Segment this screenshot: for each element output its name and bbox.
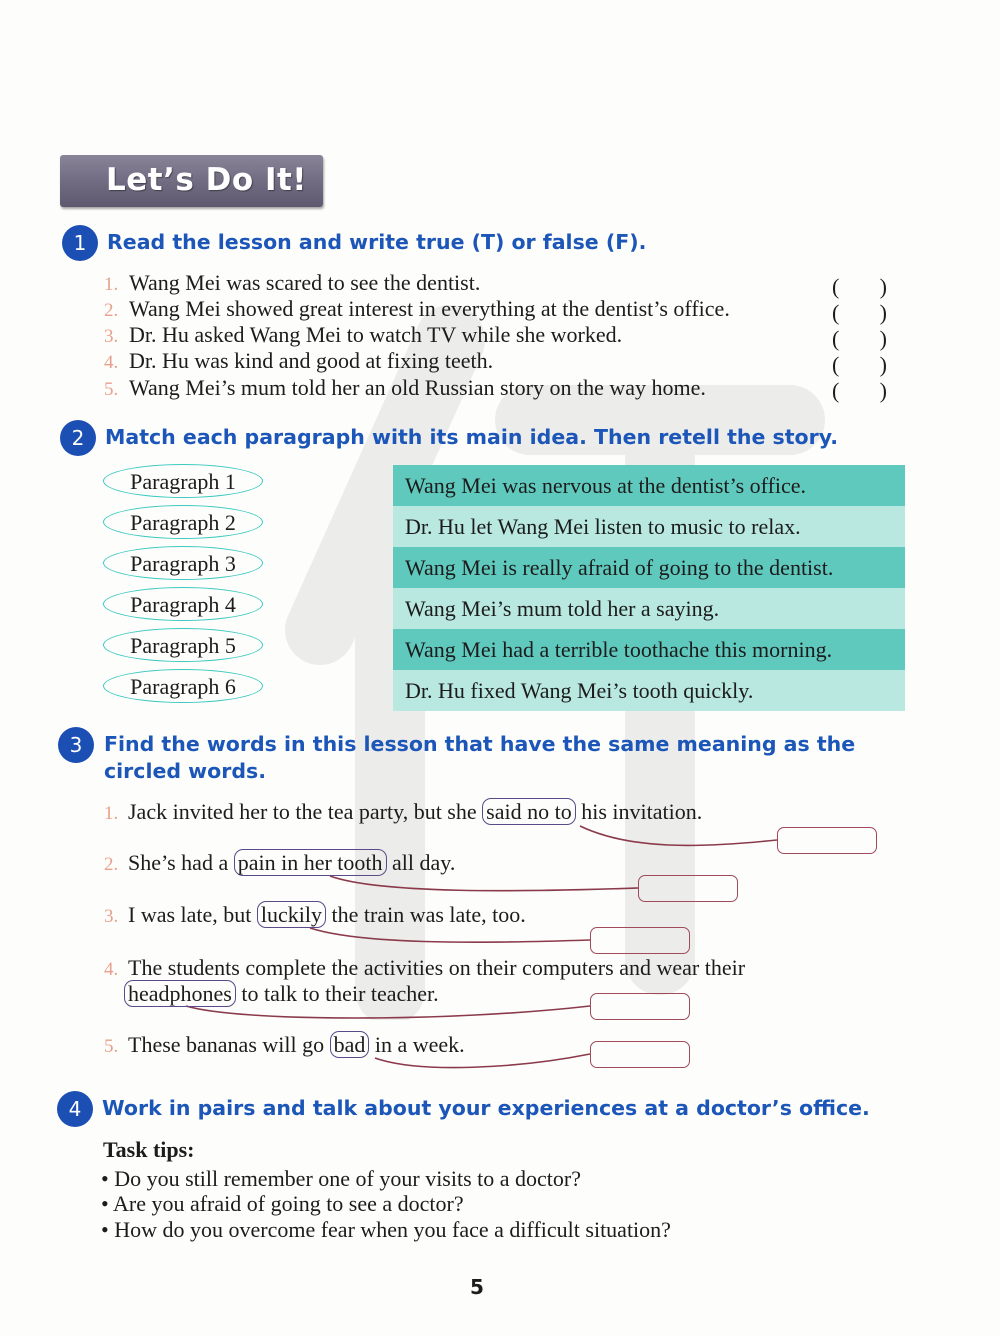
circled-word-2: pain in her tooth	[234, 849, 387, 876]
paragraph-2-label[interactable]: Paragraph 2	[103, 505, 263, 539]
answer-box-4[interactable]	[590, 993, 690, 1020]
sentence-1: 1. Jack invited her to the tea party, but she said no to his invitation.	[104, 799, 703, 824]
exercise-3-title-line-2: circled words.	[104, 759, 266, 783]
paragraph-4-label[interactable]: Paragraph 4	[103, 587, 263, 621]
tf-item-3: 3. Dr. Hu asked Wang Mei to watch TV while she worked.	[104, 322, 623, 347]
circled-word-1: said no to	[482, 798, 576, 825]
sentence-3: 3. I was late, but luckily the train was late, too.	[104, 902, 526, 927]
exercise-2-title: Match each paragraph with its main idea. Then retell the story.	[105, 425, 839, 449]
answer-box-1[interactable]	[777, 827, 877, 854]
exercise-1-title: Read the lesson and write true (T) or false (F).	[107, 230, 647, 254]
task-tip-1: • Do you still remember one of your visits to a doctor?	[101, 1166, 581, 1191]
answer-box-5[interactable]	[590, 1041, 690, 1068]
exercise-4-number: 4	[57, 1091, 93, 1127]
banner-title: Let’s Do It!	[106, 162, 307, 198]
paragraph-6-label[interactable]: Paragraph 6	[103, 669, 263, 703]
sentence-4: 4. The students complete the activities on their computers and wear their	[104, 955, 746, 980]
answer-blank-2[interactable]: ( )	[832, 300, 887, 325]
answer-blank-3[interactable]: ( )	[832, 326, 887, 351]
tf-item-4: 4. Dr. Hu was kind and good at fixing teeth.	[104, 348, 494, 373]
paragraph-3-label[interactable]: Paragraph 3	[103, 546, 263, 580]
exercise-3-title-line-1: Find the words in this lesson that have the same meaning as the	[104, 732, 856, 756]
answer-blank-4[interactable]: ( )	[832, 352, 887, 377]
circled-word-3: luckily	[257, 901, 326, 928]
circled-word-4: headphones	[124, 980, 236, 1007]
main-idea-6[interactable]: Dr. Hu fixed Wang Mei’s tooth quickly.	[393, 670, 905, 711]
paragraph-1-label[interactable]: Paragraph 1	[103, 464, 263, 498]
main-idea-4[interactable]: Wang Mei’s mum told her a saying.	[393, 588, 905, 629]
exercise-3-number: 3	[58, 727, 94, 763]
task-tip-2: • Are you afraid of going to see a doctor?	[101, 1191, 464, 1216]
answer-box-2[interactable]	[638, 875, 738, 902]
exercise-4-title: Work in pairs and talk about your experiences at a doctor’s office.	[102, 1096, 870, 1120]
task-tips-title: Task tips:	[103, 1137, 195, 1162]
tf-item-5: 5. Wang Mei’s mum told her an old Russian story on the way home.	[104, 375, 706, 400]
sentence-5: 5. These bananas will go bad in a week.	[104, 1032, 465, 1057]
circled-word-5: bad	[330, 1031, 370, 1058]
main-idea-5[interactable]: Wang Mei had a terrible toothache this morning.	[393, 629, 905, 670]
page-number: 5	[470, 1275, 484, 1299]
exercise-2-number: 2	[60, 420, 96, 456]
main-idea-1[interactable]: Wang Mei was nervous at the dentist’s office.	[393, 465, 905, 506]
tf-item-2: 2. Wang Mei showed great interest in everything at the dentist’s office.	[104, 296, 730, 321]
answer-blank-5[interactable]: ( )	[832, 378, 887, 403]
main-idea-3[interactable]: Wang Mei is really afraid of going to the dentist.	[393, 547, 905, 588]
task-tip-3: • How do you overcome fear when you face a difficult situation?	[101, 1217, 671, 1242]
exercise-1-number: 1	[62, 225, 98, 261]
paragraph-5-label[interactable]: Paragraph 5	[103, 628, 263, 662]
answer-box-3[interactable]	[590, 927, 690, 954]
lets-do-it-banner	[60, 155, 323, 207]
main-idea-2[interactable]: Dr. Hu let Wang Mei listen to music to relax.	[393, 506, 905, 547]
tf-item-1: 1. Wang Mei was scared to see the dentist.	[104, 270, 481, 295]
sentence-4-continued: headphones to talk to their teacher.	[124, 981, 439, 1007]
sentence-2: 2. She’s had a pain in her tooth all day.	[104, 850, 456, 875]
answer-blank-1[interactable]: ( )	[832, 274, 887, 299]
